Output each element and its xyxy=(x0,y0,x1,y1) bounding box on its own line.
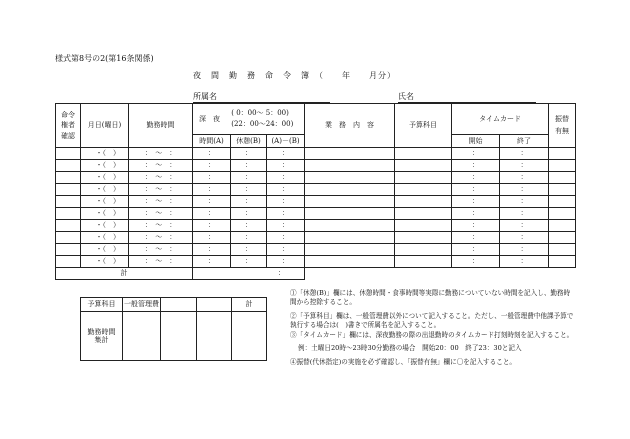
substitute-cell[interactable] xyxy=(549,160,576,172)
order-confirm-cell[interactable] xyxy=(56,220,81,232)
break-b-cell[interactable]: ： xyxy=(231,148,267,160)
summary-cell-3[interactable] xyxy=(197,312,232,361)
summary-total: 計 xyxy=(232,298,267,312)
header-break-b: 休憩(B) xyxy=(231,135,267,148)
note-2: ②「予算科目」欄は、一般管理費以外について記入すること。ただし、一般管理費中他課予算で執行する場合は( )書きで所属名を記入すること。 xyxy=(290,311,574,329)
table-row xyxy=(56,148,576,160)
budget-item-cell[interactable] xyxy=(395,220,452,232)
time-a-cell[interactable]: ： xyxy=(193,256,231,268)
late-night-range1: ( 0：00～ 5：00) xyxy=(231,108,289,117)
affiliation-field[interactable] xyxy=(193,93,330,103)
summary-cell-4[interactable] xyxy=(232,312,267,361)
substitute-cell[interactable] xyxy=(549,148,576,160)
table-row xyxy=(56,172,576,184)
break-b-cell[interactable]: ： xyxy=(231,220,267,232)
summary-table xyxy=(80,297,267,361)
start-cell[interactable]: ： xyxy=(452,184,500,196)
budget-item-cell[interactable] xyxy=(395,148,452,160)
header-start: 開始 xyxy=(452,135,500,148)
header-a-minus-b: (A)－(B) xyxy=(267,135,305,148)
header-budget-item: 予算科目 xyxy=(395,104,452,148)
budget-item-cell[interactable] xyxy=(395,208,452,220)
start-cell[interactable]: ： xyxy=(452,172,500,184)
summary-hours-total: 勤務時間集計 xyxy=(81,312,123,361)
date-cell[interactable]: ・（ ） xyxy=(81,220,129,232)
page-title: 夜 間 勤 務 命 令 簿 （ 年 月分） xyxy=(193,71,396,80)
order-confirm-cell[interactable] xyxy=(56,196,81,208)
end-cell[interactable]: ： xyxy=(500,244,549,256)
a-minus-b-cell[interactable]: ： xyxy=(267,148,305,160)
table-row xyxy=(56,208,576,220)
date-cell[interactable]: ・（ ） xyxy=(81,184,129,196)
work-content-cell[interactable] xyxy=(305,244,395,256)
time-a-cell[interactable]: ： xyxy=(193,220,231,232)
budget-item-cell[interactable] xyxy=(395,256,452,268)
budget-item-cell[interactable] xyxy=(395,232,452,244)
a-minus-b-cell[interactable]: ： xyxy=(267,196,305,208)
header-substitute: 振替有無 xyxy=(549,104,576,148)
substitute-cell[interactable] xyxy=(549,208,576,220)
note-4: ④振替(代休指定)の実施を必ず確認し、「振替有無」欄に〇を記入すること。 xyxy=(290,358,517,367)
table-row xyxy=(56,244,576,256)
summary-budget-item: 予算科目 xyxy=(81,298,123,312)
work-content-cell[interactable] xyxy=(305,172,395,184)
total-colon: ： xyxy=(193,268,305,280)
work-content-cell[interactable] xyxy=(305,184,395,196)
a-minus-b-cell[interactable]: ： xyxy=(267,244,305,256)
table-row xyxy=(56,256,576,268)
work-content-cell[interactable] xyxy=(305,256,395,268)
name-label: 氏名 xyxy=(398,92,414,101)
night-work-table xyxy=(55,103,576,280)
note-1: ①「休憩(B)」欄には、休憩時間・食事時間等実際に勤務についていない時間を記入し、勤務時間から控除すること。 xyxy=(290,289,571,306)
total-label: 計 xyxy=(56,268,193,280)
break-b-cell[interactable]: ： xyxy=(231,244,267,256)
end-cell[interactable]: ： xyxy=(500,160,549,172)
time-a-cell[interactable]: ： xyxy=(193,196,231,208)
order-confirm-cell[interactable] xyxy=(56,160,81,172)
order-confirm-cell[interactable] xyxy=(56,208,81,220)
a-minus-b-cell[interactable]: ： xyxy=(267,184,305,196)
end-cell[interactable]: ： xyxy=(500,148,549,160)
order-confirm-cell[interactable] xyxy=(56,244,81,256)
start-cell[interactable]: ： xyxy=(452,208,500,220)
header-end: 終了 xyxy=(500,135,549,148)
order-confirm-cell[interactable] xyxy=(56,172,81,184)
a-minus-b-cell[interactable]: ： xyxy=(267,220,305,232)
hours-cell[interactable]: ： ～ ： xyxy=(129,244,193,256)
budget-item-cell[interactable] xyxy=(395,196,452,208)
break-b-cell[interactable]: ： xyxy=(231,172,267,184)
break-b-cell[interactable]: ： xyxy=(231,256,267,268)
form-number: 様式第8号の2(第16条関係) xyxy=(55,54,154,63)
hours-cell[interactable]: ： ～ ： xyxy=(129,184,193,196)
date-cell[interactable]: ・（ ） xyxy=(81,232,129,244)
start-cell[interactable]: ： xyxy=(452,148,500,160)
time-a-cell[interactable]: ： xyxy=(193,160,231,172)
hours-cell[interactable]: ： ～ ： xyxy=(129,232,193,244)
header-work-hours: 勤務時間 xyxy=(129,104,193,148)
date-cell[interactable]: ・（ ） xyxy=(81,148,129,160)
end-cell[interactable]: ： xyxy=(500,196,549,208)
work-content-cell[interactable] xyxy=(305,232,395,244)
order-confirm-cell[interactable] xyxy=(56,232,81,244)
budget-item-cell[interactable] xyxy=(395,160,452,172)
a-minus-b-cell[interactable]: ： xyxy=(267,256,305,268)
work-content-cell[interactable] xyxy=(305,148,395,160)
hours-cell[interactable]: ： ～ ： xyxy=(129,256,193,268)
hours-cell[interactable]: ： ～ ： xyxy=(129,196,193,208)
end-cell[interactable]: ： xyxy=(500,172,549,184)
a-minus-b-cell[interactable]: ： xyxy=(267,232,305,244)
hours-cell[interactable]: ： ～ ： xyxy=(129,208,193,220)
header-work-content: 業 務 内 容 xyxy=(305,104,395,148)
header-order-confirm: 命令権者確認 xyxy=(56,104,81,148)
notes xyxy=(290,289,576,367)
work-content-cell[interactable] xyxy=(305,160,395,172)
break-b-cell[interactable]: ： xyxy=(231,184,267,196)
order-confirm-cell[interactable] xyxy=(56,148,81,160)
work-content-cell[interactable] xyxy=(305,196,395,208)
end-cell[interactable]: ： xyxy=(500,256,549,268)
start-cell[interactable]: ： xyxy=(452,256,500,268)
work-content-cell[interactable] xyxy=(305,208,395,220)
a-minus-b-cell[interactable]: ： xyxy=(267,172,305,184)
table-row xyxy=(56,220,576,232)
end-cell[interactable]: ： xyxy=(500,232,549,244)
header-time-card: タイムカード xyxy=(452,104,549,135)
table-row xyxy=(56,184,576,196)
hours-cell[interactable]: ： ～ ： xyxy=(129,160,193,172)
budget-item-cell[interactable] xyxy=(395,172,452,184)
budget-item-cell[interactable] xyxy=(395,184,452,196)
substitute-cell[interactable] xyxy=(549,196,576,208)
substitute-cell[interactable] xyxy=(549,232,576,244)
break-b-cell[interactable]: ： xyxy=(231,208,267,220)
start-cell[interactable]: ： xyxy=(452,232,500,244)
end-cell[interactable]: ： xyxy=(500,208,549,220)
work-content-cell[interactable] xyxy=(305,220,395,232)
time-a-cell[interactable]: ： xyxy=(193,232,231,244)
date-cell[interactable]: ・（ ） xyxy=(81,256,129,268)
order-confirm-cell[interactable] xyxy=(56,256,81,268)
start-cell[interactable]: ： xyxy=(452,160,500,172)
order-confirm-cell[interactable] xyxy=(56,184,81,196)
name-field[interactable] xyxy=(398,93,536,103)
time-a-cell[interactable]: ： xyxy=(193,172,231,184)
substitute-cell[interactable] xyxy=(549,220,576,232)
end-cell[interactable]: ： xyxy=(500,184,549,196)
time-a-cell[interactable]: ： xyxy=(193,148,231,160)
start-cell[interactable]: ： xyxy=(452,196,500,208)
note-example: 例：土曜日20時～23時30分勤務の場合 開始20：00 終了23：30と記入 xyxy=(298,344,522,353)
break-b-cell[interactable]: ： xyxy=(231,160,267,172)
end-cell[interactable]: ： xyxy=(500,220,549,232)
break-b-cell[interactable]: ： xyxy=(231,232,267,244)
summary-cell-2[interactable] xyxy=(161,312,197,361)
date-cell[interactable]: ・（ ） xyxy=(81,172,129,184)
note-3: ③「タイムカード」欄には、深夜勤務の際の出退勤時のタイムカード打刻時刻を記入すること。 xyxy=(290,330,574,339)
time-a-cell[interactable]: ： xyxy=(193,184,231,196)
summary-cell-1[interactable] xyxy=(123,312,161,361)
a-minus-b-cell[interactable]: ： xyxy=(267,208,305,220)
table-row xyxy=(56,196,576,208)
start-cell[interactable]: ： xyxy=(452,244,500,256)
budget-item-cell[interactable] xyxy=(395,244,452,256)
header-date: 月日(曜日) xyxy=(81,104,129,148)
substitute-cell[interactable] xyxy=(549,244,576,256)
break-b-cell[interactable]: ： xyxy=(231,196,267,208)
date-cell[interactable]: ・（ ） xyxy=(81,160,129,172)
late-night-range2: (22：00～24：00) xyxy=(231,120,294,128)
time-a-cell[interactable]: ： xyxy=(193,244,231,256)
affiliation-label: 所属名 xyxy=(193,92,217,101)
summary-general-admin: 一般管理費 xyxy=(123,298,161,312)
date-cell[interactable]: ・（ ） xyxy=(81,196,129,208)
substitute-cell[interactable] xyxy=(549,184,576,196)
table-row xyxy=(56,160,576,172)
substitute-cell[interactable] xyxy=(549,256,576,268)
hours-cell[interactable]: ： ～ ： xyxy=(129,172,193,184)
date-cell[interactable]: ・（ ） xyxy=(81,208,129,220)
a-minus-b-cell[interactable]: ： xyxy=(267,160,305,172)
hours-cell[interactable]: ： ～ ： xyxy=(129,220,193,232)
table-row xyxy=(56,232,576,244)
start-cell[interactable]: ： xyxy=(452,220,500,232)
date-cell[interactable]: ・（ ） xyxy=(81,244,129,256)
hours-cell[interactable]: ： ～ ： xyxy=(129,148,193,160)
header-time-a: 時間(A) xyxy=(193,135,231,148)
header-late-night: 深 夜 ( 0：00～ 5：00) (22：00～24：00) xyxy=(193,104,305,135)
time-a-cell[interactable]: ： xyxy=(193,208,231,220)
substitute-cell[interactable] xyxy=(549,172,576,184)
